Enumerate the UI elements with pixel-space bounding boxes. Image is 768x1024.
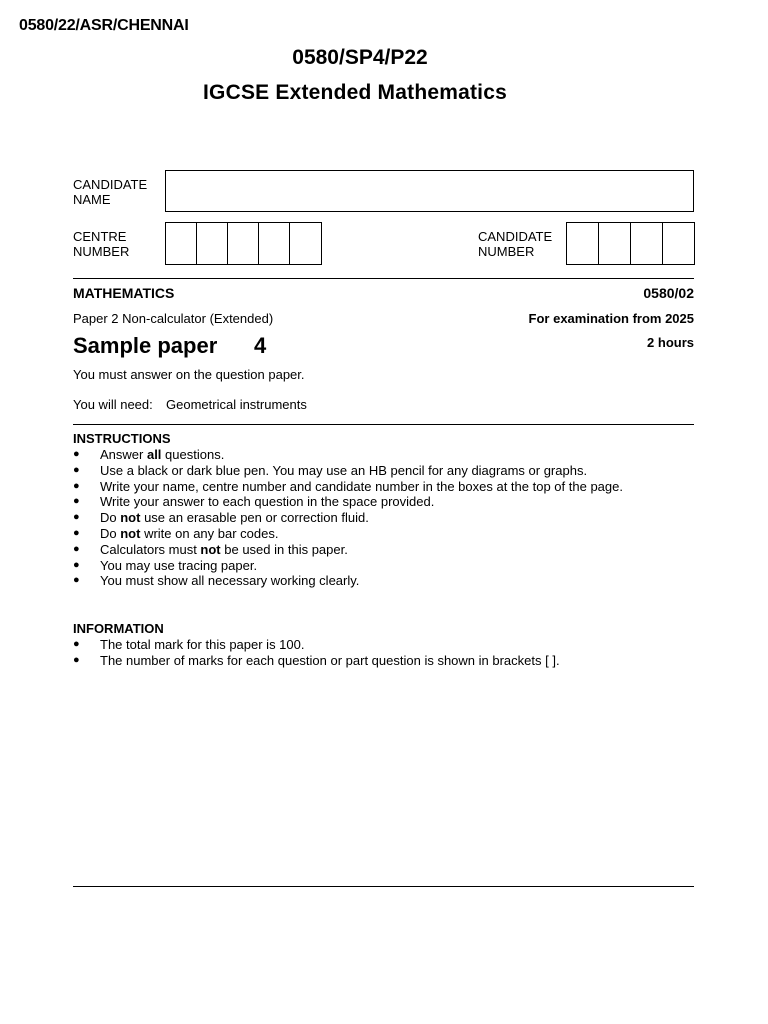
bullet-icon: ● [73, 526, 80, 539]
list-item-text-post: questions. [161, 447, 225, 462]
list-item-text-pre: Calculators must [100, 541, 201, 557]
list-item-text-pre: Use a black or dark blue pen. You may use an HB pencil for any diagrams or graphs. [100, 462, 588, 478]
list-item-text-pre: Do [100, 525, 121, 541]
bullet-icon: ● [73, 638, 80, 650]
candidate-number-digit-1[interactable] [567, 223, 599, 264]
subject-name: MATHEMATICS [73, 285, 175, 301]
centre-number-label [73, 229, 129, 259]
bullet-icon: ● [73, 479, 80, 492]
candidate-name-label-line1: CANDIDATE [73, 177, 148, 192]
list-item [73, 653, 560, 669]
answer-instruction: You must answer on the question paper. [73, 367, 305, 382]
candidate-name-label-line2: NAME [73, 192, 111, 207]
candidate-number-digit-2[interactable] [599, 223, 631, 264]
centre-number-boxes [165, 222, 322, 265]
list-item-text-pre: Write your name, centre number and candidate number in the boxes at the top of the page. [100, 478, 623, 494]
candidate-number-label-line2: NUMBER [478, 244, 535, 259]
centre-number-digit-5[interactable] [290, 223, 321, 264]
equipment-label: You will need: [73, 397, 153, 412]
list-item [73, 637, 560, 653]
bullet-icon: ● [73, 574, 80, 587]
list-item [73, 494, 623, 510]
candidate-name-label [73, 177, 147, 207]
list-item-text-pre: Answer [100, 447, 147, 462]
divider-bottom [73, 886, 694, 887]
equipment-value: Geometrical instruments [166, 397, 307, 412]
list-item-text-post: write on any bar codes. [140, 525, 279, 541]
sample-paper-label: Sample paper [73, 333, 218, 358]
candidate-number-label-line1: CANDIDATE [478, 229, 553, 244]
list-item-text-pre: Write your answer to each question in the space provided. [100, 494, 435, 510]
paper-code: 0580/02 [643, 285, 694, 301]
list-item [73, 447, 623, 463]
centre-number-digit-2[interactable] [197, 223, 228, 264]
list-item-text-bold: not [120, 510, 141, 526]
instructions-list [73, 447, 623, 589]
bullet-icon: ● [73, 448, 80, 460]
list-item [73, 542, 623, 558]
duration: 2 hours [647, 335, 694, 350]
candidate-number-label [478, 229, 552, 259]
centre-number-digit-4[interactable] [259, 223, 290, 264]
document-reference: 0580/22/ASR/CHENNAI [19, 17, 189, 34]
centre-number-label-line1: CENTRE [73, 229, 127, 244]
list-item-text-pre: You may use tracing paper. [100, 557, 258, 573]
divider-top [73, 278, 694, 279]
list-item-text-pre: Do [100, 510, 121, 526]
list-item [73, 526, 623, 542]
list-item [73, 479, 623, 495]
candidate-number-digit-4[interactable] [663, 223, 694, 264]
divider-middle [73, 424, 694, 425]
bullet-icon: ● [73, 653, 80, 666]
list-item [73, 510, 623, 526]
centre-number-label-line2: NUMBER [73, 244, 130, 259]
sample-paper-number: 4 [254, 333, 267, 358]
centre-number-digit-3[interactable] [228, 223, 259, 264]
candidate-name-field[interactable] [165, 170, 694, 212]
list-item-text-bold: all [146, 447, 162, 462]
list-item [73, 463, 623, 479]
centre-number-digit-1[interactable] [166, 223, 197, 264]
list-item-text-bold: not [120, 525, 141, 541]
list-item-text-post: use an erasable pen or correction fluid. [140, 510, 369, 526]
information-heading: INFORMATION [73, 621, 164, 636]
candidate-number-digit-3[interactable] [631, 223, 663, 264]
exam-from: For examination from 2025 [528, 311, 694, 326]
list-item-text-post: be used in this paper. [220, 541, 348, 557]
subject-title: IGCSE Extended Mathematics [203, 81, 507, 104]
paper-code-title: 0580/SP4/P22 [292, 46, 428, 69]
bullet-icon: ● [73, 511, 80, 524]
list-item-text-pre: You must show all necessary working clearly. [100, 573, 360, 589]
bullet-icon: ● [73, 558, 80, 571]
instructions-heading: INSTRUCTIONS [73, 431, 171, 446]
list-item-text-pre: The total mark for this paper is 100. [100, 637, 305, 652]
information-list [73, 637, 560, 669]
bullet-icon: ● [73, 495, 80, 508]
bullet-icon: ● [73, 463, 80, 476]
bullet-icon: ● [73, 542, 80, 555]
list-item-text-pre: The number of marks for each question or part question is shown in brackets [ ]. [100, 652, 560, 668]
list-item-text-bold: not [200, 541, 221, 557]
list-item [73, 558, 623, 574]
paper-description: Paper 2 Non-calculator (Extended) [73, 311, 274, 326]
candidate-number-boxes [566, 222, 695, 265]
list-item [73, 573, 623, 589]
